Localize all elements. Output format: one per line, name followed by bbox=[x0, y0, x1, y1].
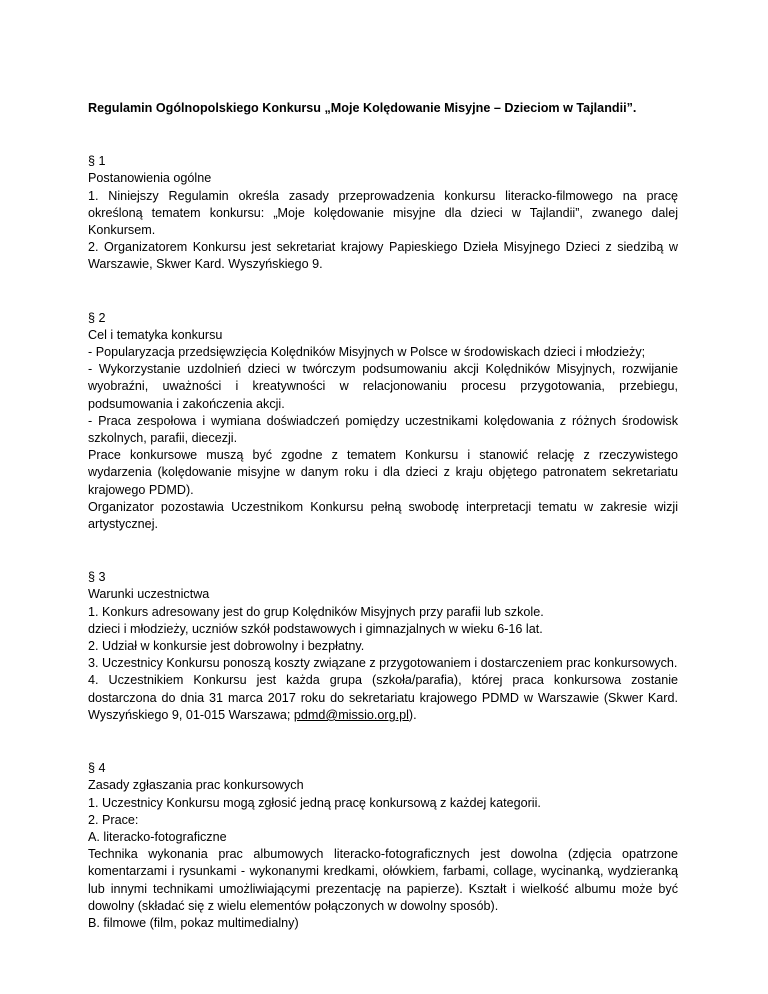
paragraph: Prace konkursowe muszą być zgodne z tematem Konkursu i stanowić relację z rzeczywistego wydarzenia (kolędowanie misyjne w danym roku i dla dzieci z kraju objętego patronatem sekretariatu krajowego PDMD). bbox=[88, 448, 678, 497]
paragraph: - Popularyzacja przedsięwzięcia Kolędników Misyjnych w Polsce w środowiskach dzieci i młodzieży; bbox=[88, 345, 646, 360]
paragraph: 1. Uczestnicy Konkursu mogą zgłosić jedną pracę konkursową z każdej kategorii. bbox=[88, 795, 541, 810]
paragraph: dzieci i młodzieży, uczniów szkół podstawowych i gimnazjalnych w wieku 6-16 lat. bbox=[88, 621, 543, 636]
section-number: § 1 bbox=[88, 154, 106, 169]
paragraph: - Wykorzystanie uzdolnień dzieci w twórczym podsumowaniu akcji Kolędników Misyjnych, rozwijanie wyobraźni, uważności i kreatywności w relacjonowaniu procesu przygotowania, przebiegu, podsumowania i zakończenia akcji. bbox=[88, 362, 678, 411]
paragraph: A. literacko-fotograficzne bbox=[88, 829, 227, 844]
paragraph: - Praca zespołowa i wymiana doświadczeń pomiędzy uczestnikami kolędowania z różnych środowisk szkolnych, parafii, diecezji. bbox=[88, 413, 678, 446]
section-heading: Zasady zgłaszania prac konkursowych bbox=[88, 778, 304, 793]
paragraph-text: 4. Uczestnikiem Konkursu jest każda grupa (szkoła/parafia), której praca konkursowa zostanie dostarczona do dnia 31 marca 2017 roku do sekretariatu krajowego PDMD w Warszawie (Skwer Kard. Wyszyńskiego 9, 01-015 Warszawa; bbox=[88, 673, 678, 722]
section-3 bbox=[88, 569, 678, 724]
paragraph: 2. Organizatorem Konkursu jest sekretariat krajowy Papieskiego Dzieła Misyjnego Dzieci z siedzibą w Warszawie, Skwer Kard. Wyszyńskiego 9. bbox=[88, 240, 678, 272]
paragraph: B. filmowe (film, pokaz multimedialny) bbox=[88, 915, 299, 930]
section-heading: Postanowienia ogólne bbox=[88, 171, 212, 186]
section-1 bbox=[88, 153, 678, 273]
paragraph: 1. Konkurs adresowany jest do grup Kolędników Misyjnych przy parafii lub szkole. bbox=[88, 604, 544, 619]
paragraph: Organizator pozostawia Uczestnikom Konkursu pełną swobodę interpretacji tematu w zakresie wizji artystycznej. bbox=[88, 499, 678, 532]
section-heading: Cel i tematyka konkursu bbox=[88, 327, 223, 342]
document-title: Regulamin Ogólnopolskiego Konkursu „Moje Kolędowanie Misyjne – Dzieciom w Tajlandii”. bbox=[88, 101, 637, 115]
paragraph: 1. Niniejszy Regulamin określa zasady przeprowadzenia konkursu literacko-filmowego na pracę określoną tematem konkursu: „Moje kolędowanie misyjne dla dzieci w Tajlandii”, zwanego dalej Konkursem. bbox=[88, 188, 678, 238]
section-2 bbox=[88, 310, 678, 534]
section-4 bbox=[88, 760, 678, 932]
section-number: § 3 bbox=[88, 570, 106, 585]
section-heading: Warunki uczestnictwa bbox=[88, 587, 210, 602]
paragraph bbox=[88, 672, 678, 724]
paragraph: Technika wykonania prac albumowych literacko-fotograficznych jest dowolna (zdjęcia opatrzone komentarzami i rysunkami - wykonanymi kredkami, ołówkiem, farbami, collage, wycinanką, wydzieranką lub innymi technikami umożliwiającymi prezentację na papierze). Kształt i wielkość albumu może być dowolny (składać się z wielu elementów połączonych w dowolny sposób). bbox=[88, 847, 678, 913]
document-body bbox=[88, 100, 678, 932]
paragraph: 2. Udział w konkursie jest dobrowolny i bezpłatny. bbox=[88, 639, 365, 654]
email-link[interactable]: pdmd@missio.org.pl bbox=[293, 707, 409, 722]
paragraph-end: ). bbox=[408, 707, 417, 722]
section-number: § 4 bbox=[88, 761, 106, 776]
paragraph: 2. Prace: bbox=[88, 812, 139, 827]
section-number: § 2 bbox=[88, 310, 106, 325]
paragraph: 3. Uczestnicy Konkursu ponoszą koszty związane z przygotowaniem i dostarczeniem prac konkursowych. bbox=[88, 656, 678, 671]
